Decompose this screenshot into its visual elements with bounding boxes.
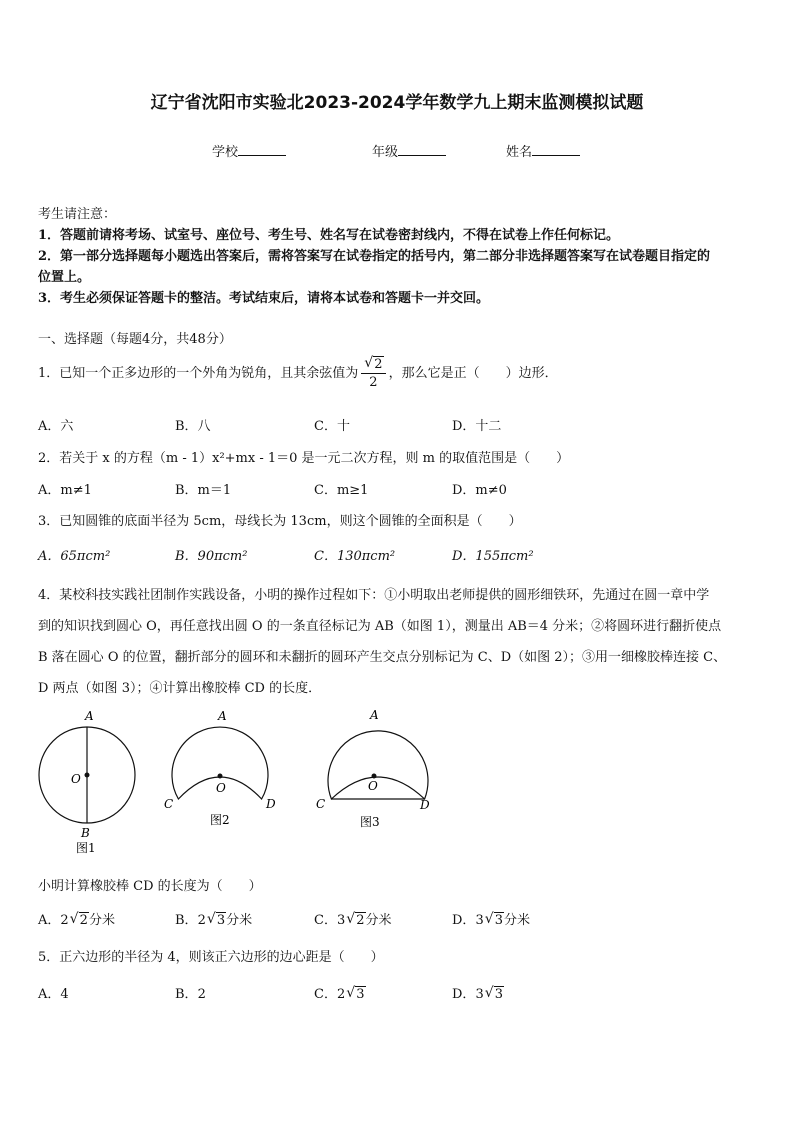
notice-item-1: 1．答题前请将考场、试室号、座位号、考生号、姓名写在试卷密封线内，不得在试卷上作任何标记。 [38, 228, 620, 243]
figure-1 [39, 709, 135, 855]
q4-option-c-unit: 分米 [365, 913, 392, 928]
q3-option-c[interactable]: C．130πcm² [314, 549, 396, 564]
q4-option-b-letter: B． [175, 913, 198, 928]
name-blank[interactable] [532, 143, 580, 156]
q4-option-d-letter: D． [452, 913, 476, 928]
q3-option-d[interactable]: D．155πcm² [452, 549, 534, 564]
q4-option-d[interactable] [452, 909, 530, 928]
q4-option-a[interactable] [38, 909, 115, 928]
school-label: 学校 [212, 145, 239, 160]
q1-text-post: ，那么它是正（ ）边形． [388, 366, 558, 381]
q2-option-d[interactable]: D．m≠0 [452, 483, 507, 498]
q5-option-c-letter: C． [314, 987, 337, 1002]
notice-item-3: 3．考生必须保证答题卡的整洁。考试结束后，请将本试卷和答题卡一并交回。 [38, 291, 490, 306]
q4-figures [30, 705, 450, 860]
fig2-label-a: A [218, 709, 227, 723]
q5-option-d-coef: 3 [475, 987, 484, 1002]
q5-option-a-letter: A． [38, 987, 61, 1002]
q1-fraction-num: 2 [374, 357, 383, 372]
q5-option-a-value: 4 [60, 987, 69, 1002]
figure-3 [316, 708, 430, 829]
fig2-label-d: D [266, 797, 276, 811]
q4-line-1: 4．某校科技实践社团制作实践设备，小明的操作过程如下：①小明取出老师提供的圆形细铁环，先通过在圆一章中学 [38, 588, 710, 603]
q1-fraction [361, 358, 385, 389]
q5-option-d[interactable] [452, 983, 504, 1002]
q4-option-b-coef: 2 [197, 913, 206, 928]
q5-option-d-letter: D． [452, 987, 476, 1002]
q1-text-pre: 1．已知一个正多边形的一个外角为锐角，且其余弦值为 [38, 366, 359, 381]
question-1 [38, 358, 558, 389]
q4-option-b[interactable] [175, 909, 252, 928]
q2-option-c[interactable]: C．m≥1 [314, 483, 369, 498]
q4-option-c-letter: C． [314, 913, 337, 928]
q2-option-a[interactable]: A．m≠1 [38, 483, 92, 498]
fig3-label-d: D [420, 798, 430, 812]
fig2-center-dot [218, 774, 223, 779]
notice-heading: 考生请注意： [38, 207, 117, 222]
q4-question: 小明计算橡胶棒 CD 的长度为（ ） [38, 879, 262, 894]
q1-option-a[interactable]: A．六 [38, 419, 74, 434]
school-blank[interactable] [238, 143, 286, 156]
q5-option-a[interactable] [38, 983, 69, 1002]
q3-option-a[interactable]: A．65πcm² [38, 549, 111, 564]
fig1-label-b: B [81, 826, 90, 840]
notice-item-2-cont: 位置上。 [38, 270, 91, 285]
name-field[interactable] [506, 141, 580, 160]
school-field[interactable] [212, 141, 286, 160]
fig1-label-a: A [85, 709, 94, 723]
q4-option-b-rad: 3 [216, 913, 226, 928]
section-heading: 一、选择题（每题4分，共48分） [38, 332, 232, 347]
name-label: 姓名 [506, 145, 533, 160]
q1-option-b[interactable]: B．八 [175, 419, 211, 434]
q4-option-a-unit: 分米 [88, 913, 115, 928]
q5-option-d-rad: 3 [494, 987, 503, 1002]
q1-fraction-den: 2 [369, 375, 378, 390]
question-2: 2．若关于 x 的方程（m - 1）x²+mx - 1＝0 是一元二次方程，则 m 的取值范围是（ ） [38, 451, 570, 466]
q4-option-d-rad: 3 [494, 913, 503, 928]
q3-option-b[interactable]: B．90πcm² [175, 549, 248, 564]
fig2-label-o: O [216, 781, 226, 795]
q5-option-b-letter: B． [175, 987, 198, 1002]
grade-label: 年级 [372, 145, 399, 160]
q1-option-d[interactable]: D．十二 [452, 419, 502, 434]
page-title: 辽宁省沈阳市实验北2023-2024学年数学九上期末监测模拟试题 [150, 93, 644, 113]
q1-option-c[interactable]: C．十 [314, 419, 350, 434]
q4-line-3: B 落在圆心 O 的位置，翻折部分的圆环和未翻折的圆环产生交点分别标记为 C、D（如图 2）；③用一细橡胶棒连接 C、 [38, 650, 727, 665]
q5-option-c[interactable] [314, 983, 366, 1002]
q4-option-d-unit: 分米 [504, 913, 531, 928]
q4-option-a-coef: 2 [60, 913, 69, 928]
q4-option-d-coef: 3 [475, 913, 484, 928]
fig1-center-dot [85, 773, 90, 778]
fig3-label-a: A [370, 708, 379, 722]
q4-option-a-letter: A． [38, 913, 61, 928]
q4-option-b-unit: 分米 [226, 913, 253, 928]
q4-option-c-rad: 2 [356, 913, 365, 928]
q5-option-b[interactable] [175, 983, 206, 1002]
q4-option-c-coef: 3 [336, 913, 346, 928]
fig1-label-o: O [71, 772, 81, 786]
grade-field[interactable] [372, 141, 446, 160]
fig3-center-dot [372, 774, 377, 779]
q5-option-c-rad: 3 [356, 987, 365, 1002]
q2-option-b[interactable]: B．m＝1 [175, 483, 232, 498]
notice-item-2: 2．第一部分选择题每小题选出答案后，需将答案写在试卷指定的括号内，第二部分非选择题答案写在试卷题目指定的 [38, 249, 711, 264]
fig3-folded-ring [328, 731, 428, 799]
fig3-caption: 图3 [360, 815, 380, 829]
q4-line-2: 到的知识找到圆心 O，再任意找出圆 O 的一条直径标记为 AB（如图 1），测量出 AB＝4 分米；②将圆环进行翻折使点 [38, 619, 722, 634]
q4-line-4: D 两点（如图 3）；④计算出橡胶棒 CD 的长度． [38, 681, 322, 696]
q5-option-b-value: 2 [197, 987, 206, 1002]
fig3-label-o: O [368, 779, 378, 793]
q5-option-c-coef: 2 [336, 987, 346, 1002]
question-3: 3．已知圆锥的底面半径为 5cm，母线长为 13cm，则这个圆锥的全面积是（ ） [38, 514, 522, 529]
question-5: 5．正六边形的半径为 4，则该正六边形的边心距是（ ） [38, 950, 384, 965]
grade-blank[interactable] [398, 143, 446, 156]
fig3-label-c: C [316, 797, 326, 811]
figure-2 [164, 709, 276, 827]
fig1-caption: 图1 [76, 841, 96, 855]
fig2-label-c: C [164, 797, 174, 811]
q4-option-a-rad: 2 [79, 913, 88, 928]
q4-option-c[interactable] [314, 909, 392, 928]
fig2-caption: 图2 [210, 813, 230, 827]
